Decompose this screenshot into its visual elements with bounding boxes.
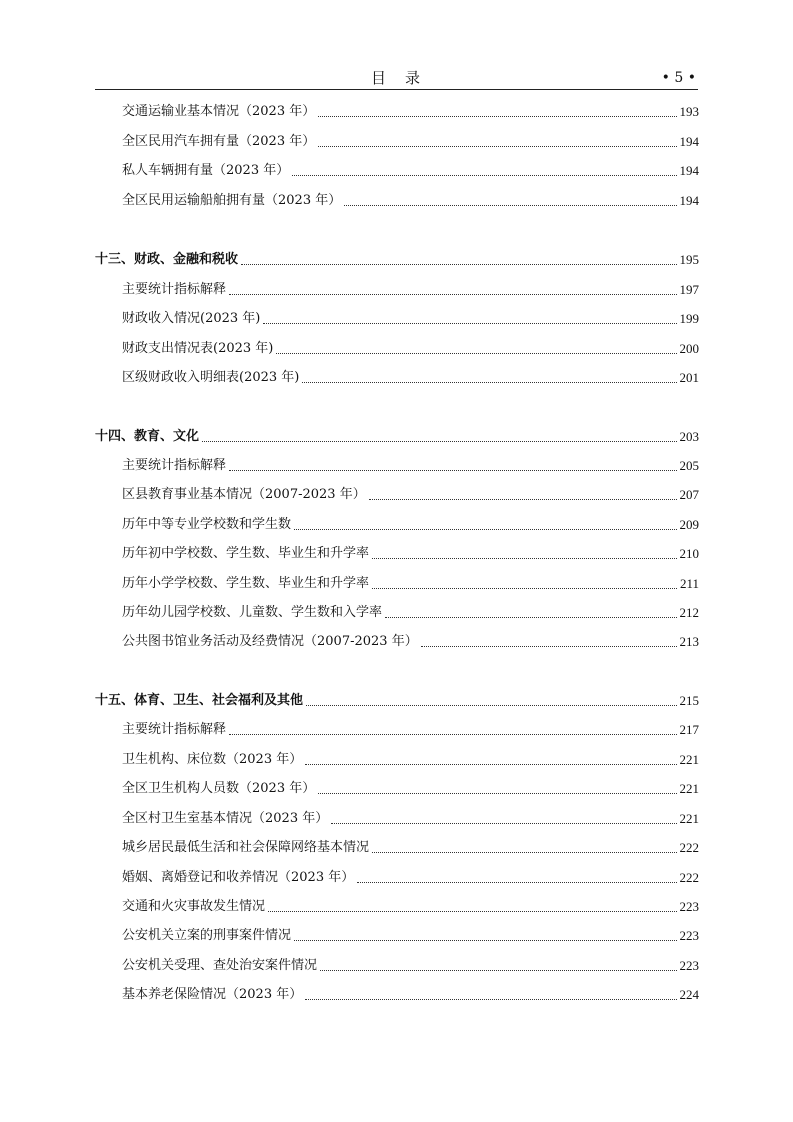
- toc-entry-title: 婚姻、离婚登记和收养情况（2023 年）: [122, 870, 355, 885]
- dot-leader: [306, 705, 676, 706]
- dot-leader: [229, 470, 676, 471]
- toc-entry-page: 222: [679, 870, 699, 885]
- toc-entry-title: 历年小学学校数、学生数、毕业生和升学率: [122, 576, 370, 591]
- toc-entry-title: 全区民用汽车拥有量（2023 年）: [122, 134, 316, 149]
- dot-leader: [294, 940, 676, 941]
- toc-entry-page: 194: [679, 193, 699, 208]
- toc-entry-page: 207: [679, 487, 699, 502]
- dot-leader: [318, 793, 676, 794]
- toc-entry-page: 223: [679, 928, 699, 943]
- dot-leader: [421, 646, 677, 647]
- toc-entry-title: 公安机关受理、查处治安案件情况: [122, 958, 318, 973]
- toc-entry-page: 211: [679, 576, 699, 591]
- toc-entry-title: 历年幼儿园学校数、儿童数、学生数和入学率: [122, 605, 383, 620]
- toc-entry-page: 221: [679, 752, 699, 767]
- toc-chapter-page: 203: [679, 429, 699, 444]
- toc-entry-title: 财政收入情况(2023 年): [122, 311, 261, 326]
- toc-chapter[interactable]: [95, 250, 699, 270]
- toc-entry-page: 222: [679, 840, 699, 855]
- dot-leader: [202, 441, 676, 442]
- toc-entry-title: 财政支出情况表(2023 年): [122, 341, 274, 356]
- dot-leader: [229, 294, 676, 295]
- dot-leader: [318, 116, 676, 117]
- toc-entry-title: 主要统计指标解释: [122, 722, 227, 737]
- toc-entry[interactable]: [122, 309, 699, 329]
- toc-entry[interactable]: [122, 574, 699, 594]
- toc-entry[interactable]: [122, 161, 699, 181]
- toc-entry[interactable]: [122, 897, 699, 917]
- toc-chapter-page: 215: [679, 693, 699, 708]
- dot-leader: [305, 999, 676, 1000]
- toc-entry-page: 194: [679, 163, 699, 178]
- toc-chapter-title: 十四、教育、文化: [95, 429, 200, 444]
- toc-entry-page: 197: [679, 282, 699, 297]
- toc-chapter[interactable]: [95, 691, 699, 711]
- dot-leader: [318, 146, 676, 147]
- toc-entry[interactable]: [122, 750, 699, 770]
- toc-entry-page: 217: [679, 722, 699, 737]
- dot-leader: [357, 882, 676, 883]
- toc-entry[interactable]: [122, 632, 699, 652]
- toc-entry-page: 194: [679, 134, 699, 149]
- dot-leader: [372, 558, 676, 559]
- toc-entry[interactable]: [122, 102, 699, 122]
- dot-leader: [292, 175, 676, 176]
- toc-entry[interactable]: [122, 603, 699, 623]
- dot-leader: [229, 734, 676, 735]
- toc-entry[interactable]: [122, 956, 699, 976]
- toc-entry-title: 主要统计指标解释: [122, 282, 227, 297]
- toc-entry-title: 主要统计指标解释: [122, 458, 227, 473]
- toc-entry-title: 公安机关立案的刑事案件情况: [122, 928, 292, 943]
- dot-leader: [294, 529, 676, 530]
- toc-entry[interactable]: [122, 926, 699, 946]
- toc-entry[interactable]: [122, 809, 699, 829]
- toc-entry-page: 212: [679, 605, 699, 620]
- dot-leader: [263, 323, 676, 324]
- toc-entry-title: 交通和火灾事故发生情况: [122, 899, 266, 914]
- dot-leader: [320, 970, 676, 971]
- toc-entry-title: 区县教育事业基本情况（2007-2023 年）: [122, 487, 366, 502]
- toc-entry-title: 全区民用运输船舶拥有量（2023 年）: [122, 193, 342, 208]
- page-title: 目 录: [370, 69, 422, 87]
- toc-entry-page: 221: [679, 781, 699, 796]
- toc-entry[interactable]: [122, 191, 699, 211]
- dot-leader: [372, 852, 676, 853]
- toc-entry-title: 基本养老保险情况（2023 年）: [122, 987, 303, 1002]
- dot-leader: [302, 382, 676, 383]
- dot-leader: [331, 823, 676, 824]
- toc-entry[interactable]: [122, 868, 699, 888]
- toc-entry[interactable]: [122, 544, 699, 564]
- toc-entry-page: 223: [679, 899, 699, 914]
- dot-leader: [372, 588, 677, 589]
- dot-leader: [268, 911, 676, 912]
- toc-entry[interactable]: [122, 339, 699, 359]
- dot-leader: [369, 499, 677, 500]
- toc-chapter-title: 十五、体育、卫生、社会福利及其他: [95, 693, 304, 708]
- toc-entry-page: 209: [679, 517, 699, 532]
- toc-entry-page: 210: [679, 546, 699, 561]
- toc-chapter-title: 十三、财政、金融和税收: [95, 252, 239, 267]
- toc-entry-title: 历年初中学校数、学生数、毕业生和升学率: [122, 546, 370, 561]
- toc-entry[interactable]: [122, 368, 699, 388]
- toc-entry[interactable]: [122, 515, 699, 535]
- toc-entry-page: 213: [679, 634, 699, 649]
- toc-entry[interactable]: [122, 779, 699, 799]
- toc-entry-title: 交通运输业基本情况（2023 年）: [122, 104, 316, 119]
- toc-entry-page: 193: [679, 104, 699, 119]
- page-number: • 5 •: [661, 70, 696, 86]
- toc-chapter[interactable]: [95, 427, 699, 447]
- toc-entry[interactable]: [122, 838, 699, 858]
- toc-entry[interactable]: [122, 280, 699, 300]
- toc-entry-page: 223: [679, 958, 699, 973]
- toc-entry-title: 全区村卫生室基本情况（2023 年）: [122, 811, 329, 826]
- dot-leader: [385, 617, 676, 618]
- toc-entry-page: 199: [679, 311, 699, 326]
- toc-entry[interactable]: [122, 485, 699, 505]
- toc-entry-title: 历年中等专业学校数和学生数: [122, 517, 292, 532]
- toc-entry-title: 卫生机构、床位数（2023 年）: [122, 752, 303, 767]
- dot-leader: [276, 353, 676, 354]
- toc-entry-title: 私人车辆拥有量（2023 年）: [122, 163, 290, 178]
- toc-entry[interactable]: [122, 132, 699, 152]
- toc-entry-title: 公共图书馆业务活动及经费情况（2007-2023 年）: [122, 634, 418, 649]
- toc-chapter-page: 195: [679, 252, 699, 267]
- toc-entry-title: 区级财政收入明细表(2023 年): [122, 370, 300, 385]
- toc-entry-page: 201: [679, 370, 699, 385]
- toc-entry[interactable]: [122, 985, 699, 1005]
- toc-entry[interactable]: [122, 720, 699, 740]
- dot-leader: [241, 264, 676, 265]
- dot-leader: [344, 205, 676, 206]
- toc-entry-title: 城乡居民最低生活和社会保障网络基本情况: [122, 840, 370, 855]
- toc-entry-page: 200: [679, 341, 699, 356]
- toc-entry-page: 224: [679, 987, 699, 1002]
- dot-leader: [305, 764, 676, 765]
- toc-entry-page: 205: [679, 458, 699, 473]
- toc-entry-title: 全区卫生机构人员数（2023 年）: [122, 781, 316, 796]
- toc-entry[interactable]: [122, 456, 699, 476]
- toc-entry-page: 221: [679, 811, 699, 826]
